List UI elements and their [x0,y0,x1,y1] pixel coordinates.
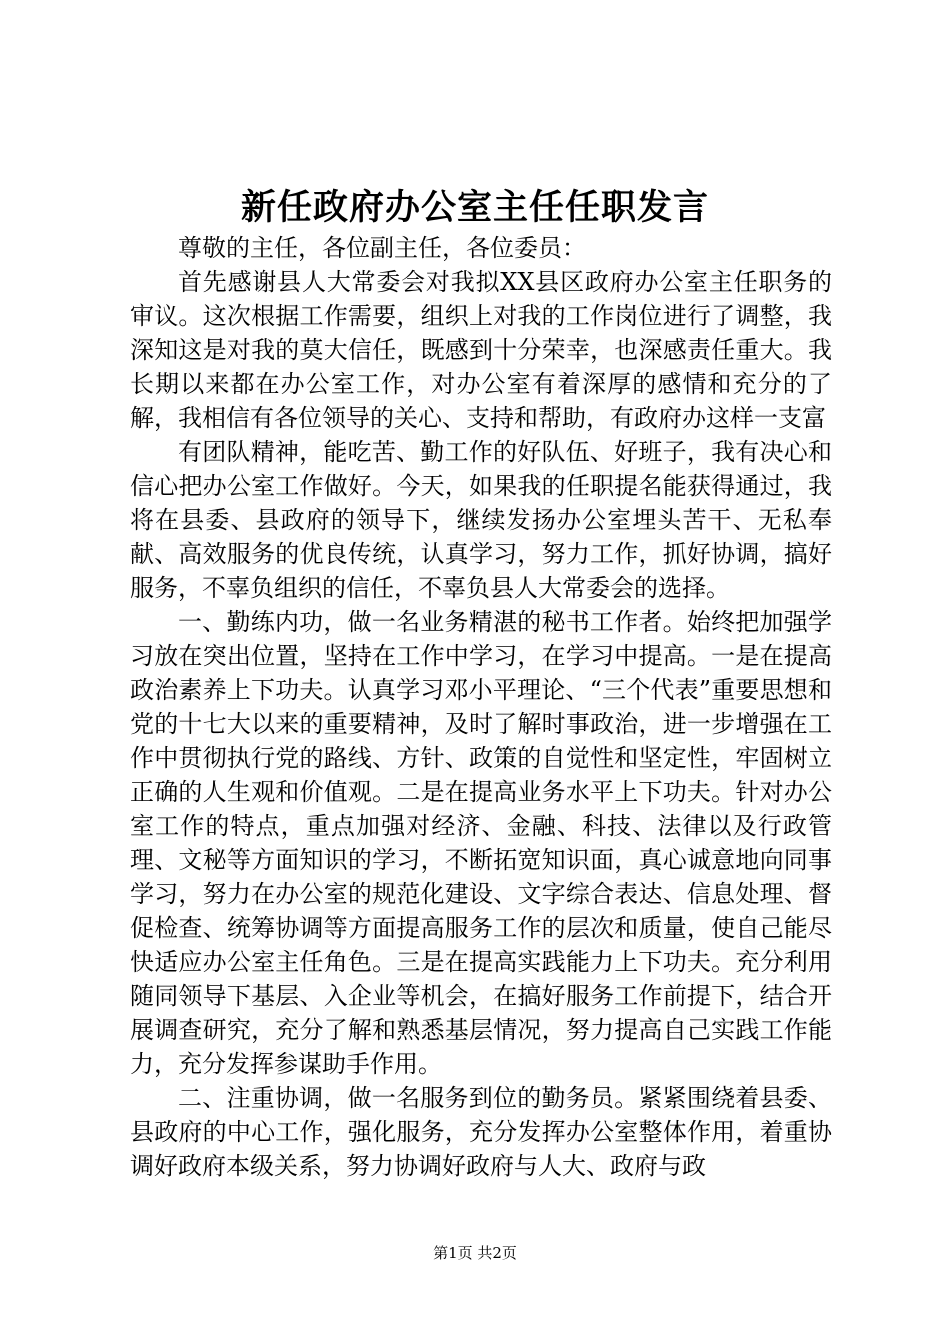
document-title: 新任政府办公室主任任职发言 [240,187,709,228]
body-paragraph: 二、注重协调，做一名服务到位的勤务员。紧紧围绕着县委、县政府的中心工作，强化服务，充分发挥办公室整体作用，着重协调好政府本级关系，努力协调好政府与人大、政府与政 [130,1084,832,1180]
body-paragraph: 有团队精神，能吃苦、勤工作的好队伍、好班子，我有决心和信心把办公室工作做好。今天，如果我的任职提名能获得通过，我将在县委、县政府的领导下，继续发扬办公室埋头苦干、无私奉献、高效服务的优良传统，认真学习，努力工作，抓好协调，搞好服务，不辜负组织的信任，不辜负县人大常委会的选择。 [130,438,832,602]
salutation-paragraph: 尊敬的主任，各位副主任，各位委员： [178,234,586,262]
document-body [130,231,832,1183]
page-number-footer: 第1页 共2页 [433,1244,517,1262]
body-paragraph: 首先感谢县人大常委会对我拟XX县区政府办公室主任职务的审议。这次根据工作需要，组织上对我的工作岗位进行了调整，我深知这是对我的莫大信任，既感到十分荣幸，也深感责任重大。我长期以来都在办公室工作，对办公室有着深厚的感情和充分的了解，我相信有各位领导的关心、支持和帮助，有政府办这样一支富 [130,268,832,432]
body-paragraph: 一、勤练内功，做一名业务精湛的秘书工作者。始终把加强学习放在突出位置，坚持在工作中学习，在学习中提高。一是在提高政治素养上下功夫。认真学习邓小平理论、“三个代表”重要思想和党的十七大以来的重要精神，及时了解时事政治，进一步增强在工作中贯彻执行党的路线、方针、政策的自觉性和坚定性，牢固树立正确的人生观和价值观。二是在提高业务水平上下功夫。针对办公室工作的特点，重点加强对经济、金融、科技、法律以及行政管理、文秘等方面知识的学习，不断拓宽知识面，真心诚意地向同事学习，努力在办公室的规范化建设、文字综合表达、信息处理、督促检查、统筹协调等方面提高服务工作的层次和质量，使自己能尽快适应办公室主任角色。三是在提高实践能力上下功夫。充分利用随同领导下基层、入企业等机会，在搞好服务工作前提下，结合开展调查研究，充分了解和熟悉基层情况，努力提高自己实践工作能力，充分发挥参谋助手作用。 [130,608,832,1078]
